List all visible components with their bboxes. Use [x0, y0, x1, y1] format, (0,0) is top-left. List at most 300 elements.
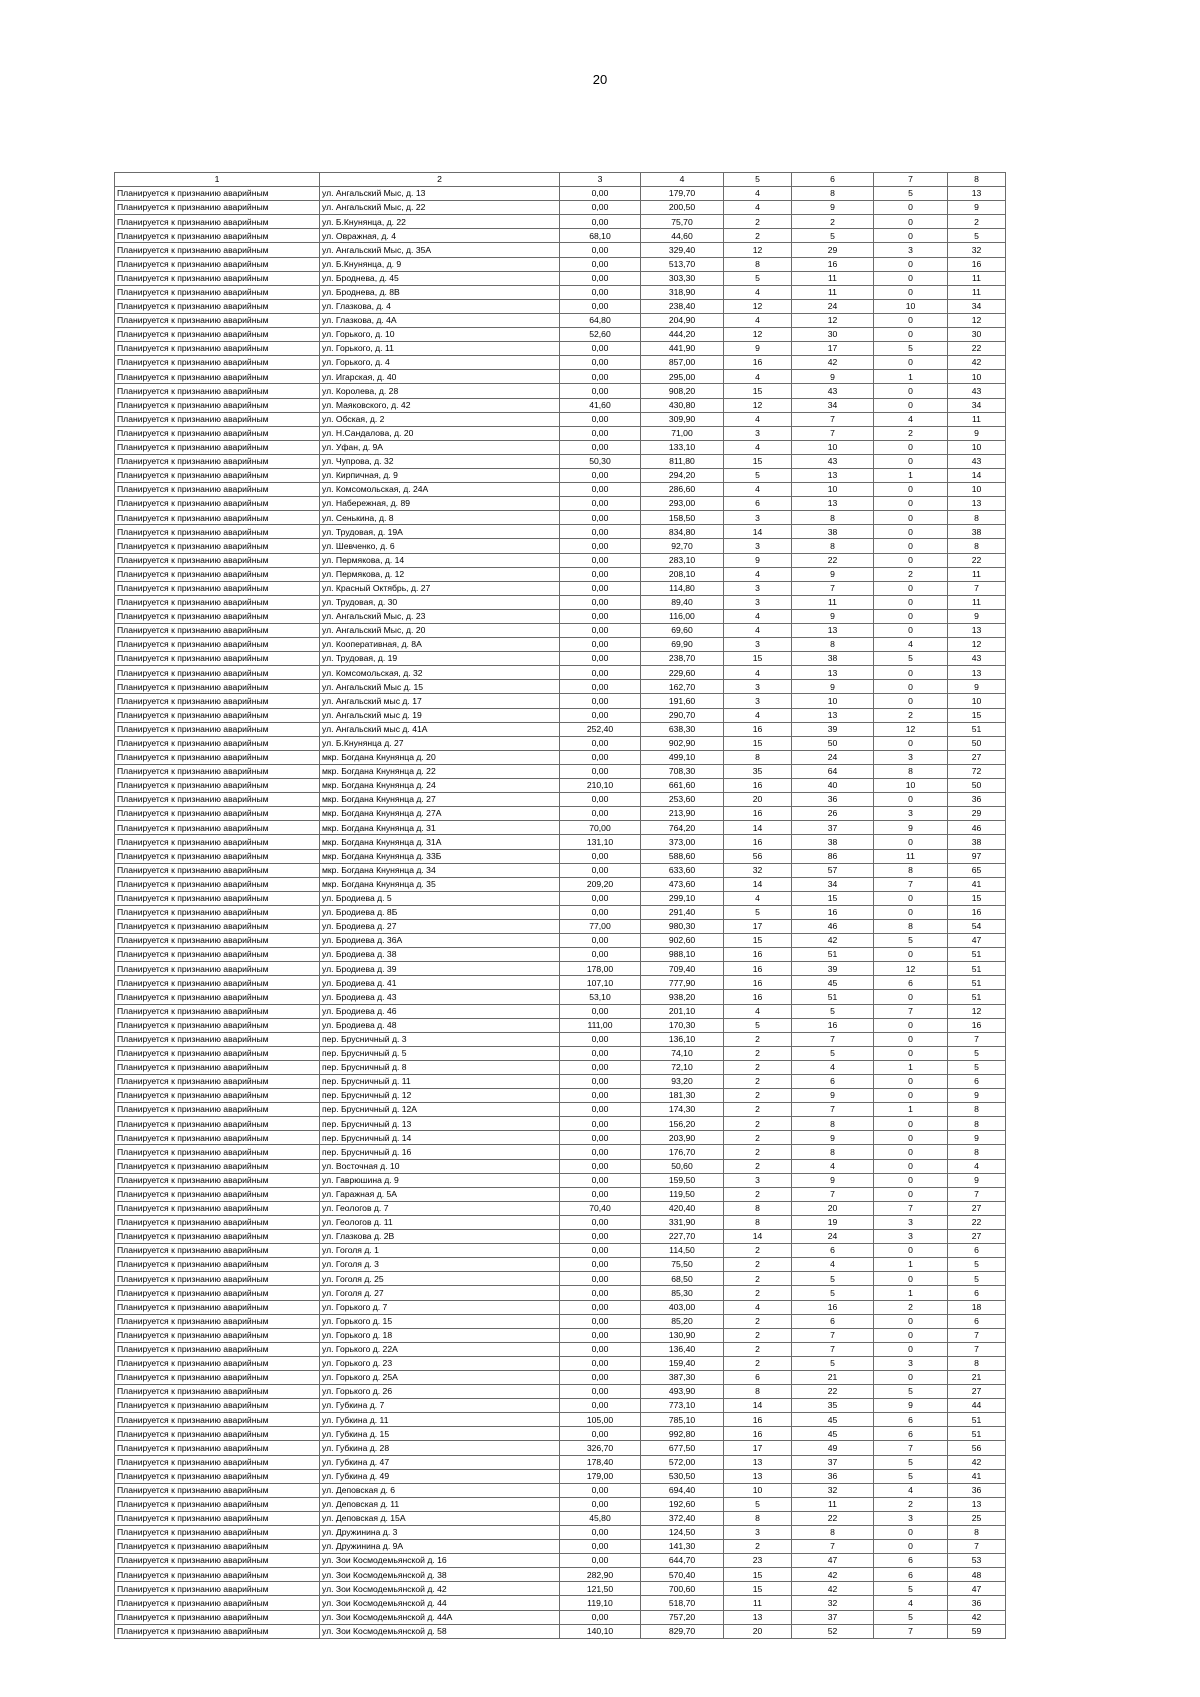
area-cell: 178,00 [560, 962, 641, 976]
status-cell: Планируется к признанию аварийным [115, 595, 320, 609]
apartments-cell: 16 [724, 976, 792, 990]
residents-cell: 30 [792, 328, 874, 342]
total-cell: 7 [948, 1342, 1006, 1356]
table-row [115, 1230, 1006, 1244]
address-cell: мкр. Богдана Кнунянца д. 33Б [320, 849, 560, 863]
total-cell: 65 [948, 863, 1006, 877]
total-cell: 8 [948, 1117, 1006, 1131]
total-cell: 51 [948, 722, 1006, 736]
table-row [115, 934, 1006, 948]
area-cell: 119,10 [560, 1596, 641, 1610]
apartments-cell: 8 [724, 257, 792, 271]
area-cell: 0,00 [560, 299, 641, 313]
area-cell: 0,00 [560, 468, 641, 482]
total-area-cell: 159,40 [641, 1356, 724, 1370]
total-cell: 16 [948, 1018, 1006, 1032]
apartments-cell: 4 [724, 370, 792, 384]
address-cell: ул. Деповская д. 15А [320, 1511, 560, 1525]
total-cell: 43 [948, 384, 1006, 398]
total-cell: 42 [948, 356, 1006, 370]
column-header: 4 [641, 173, 724, 187]
area-cell: 210,10 [560, 779, 641, 793]
total-area-cell: 372,40 [641, 1511, 724, 1525]
extra-cell: 5 [874, 652, 948, 666]
total-cell: 56 [948, 1441, 1006, 1455]
apartments-cell: 9 [724, 553, 792, 567]
extra-cell: 3 [874, 1356, 948, 1370]
total-area-cell: 777,90 [641, 976, 724, 990]
area-cell: 0,00 [560, 187, 641, 201]
address-cell: ул. Зои Космодемьянской д. 42 [320, 1582, 560, 1596]
total-area-cell: 85,30 [641, 1286, 724, 1300]
total-cell: 16 [948, 905, 1006, 919]
total-area-cell: 119,50 [641, 1187, 724, 1201]
apartments-cell: 3 [724, 511, 792, 525]
area-cell: 0,00 [560, 356, 641, 370]
status-cell: Планируется к признанию аварийным [115, 1258, 320, 1272]
table-row [115, 1018, 1006, 1032]
address-cell: ул. Горького д. 18 [320, 1328, 560, 1342]
total-area-cell: 238,40 [641, 299, 724, 313]
residents-cell: 10 [792, 483, 874, 497]
extra-cell: 0 [874, 891, 948, 905]
total-area-cell: 181,30 [641, 1089, 724, 1103]
total-area-cell: 174,30 [641, 1103, 724, 1117]
address-cell: пер. Брусничный д. 12А [320, 1103, 560, 1117]
extra-cell: 1 [874, 1103, 948, 1117]
total-area-cell: 74,10 [641, 1046, 724, 1060]
address-cell: ул. Деповская д. 6 [320, 1483, 560, 1497]
total-cell: 10 [948, 483, 1006, 497]
residents-cell: 45 [792, 1413, 874, 1427]
extra-cell: 0 [874, 1032, 948, 1046]
status-cell: Планируется к признанию аварийным [115, 1159, 320, 1173]
residents-cell: 42 [792, 1582, 874, 1596]
apartments-cell: 3 [724, 680, 792, 694]
total-area-cell: 309,90 [641, 412, 724, 426]
status-cell: Планируется к признанию аварийным [115, 384, 320, 398]
apartments-cell: 15 [724, 1568, 792, 1582]
total-cell: 27 [948, 1385, 1006, 1399]
area-cell: 121,50 [560, 1582, 641, 1596]
total-cell: 21 [948, 1370, 1006, 1384]
table-row [115, 313, 1006, 327]
apartments-cell: 16 [724, 807, 792, 821]
residents-cell: 8 [792, 1526, 874, 1540]
apartments-cell: 3 [724, 581, 792, 595]
table-row [115, 736, 1006, 750]
address-cell: ул. Набережная, д. 89 [320, 497, 560, 511]
column-header: 8 [948, 173, 1006, 187]
column-header: 2 [320, 173, 560, 187]
status-cell: Планируется к признанию аварийным [115, 764, 320, 778]
residents-cell: 6 [792, 1244, 874, 1258]
address-cell: ул. Пермякова, д. 12 [320, 567, 560, 581]
total-cell: 43 [948, 652, 1006, 666]
address-cell: ул. Ангальский Мыс, д. 35А [320, 243, 560, 257]
area-cell: 0,00 [560, 412, 641, 426]
table-row [115, 483, 1006, 497]
table-row [115, 412, 1006, 426]
residents-cell: 10 [792, 440, 874, 454]
table-row [115, 722, 1006, 736]
area-cell: 209,20 [560, 877, 641, 891]
table-row [115, 229, 1006, 243]
table-row [115, 1215, 1006, 1229]
address-cell: ул. Гоголя д. 27 [320, 1286, 560, 1300]
address-cell: ул. Горького д. 25А [320, 1370, 560, 1384]
area-cell: 0,00 [560, 1089, 641, 1103]
extra-cell: 10 [874, 779, 948, 793]
area-cell: 282,90 [560, 1568, 641, 1582]
extra-cell: 0 [874, 793, 948, 807]
total-cell: 11 [948, 285, 1006, 299]
apartments-cell: 35 [724, 764, 792, 778]
status-cell: Планируется к признанию аварийным [115, 511, 320, 525]
extra-cell: 0 [874, 1089, 948, 1103]
total-cell: 6 [948, 1286, 1006, 1300]
table-row [115, 581, 1006, 595]
extra-cell: 5 [874, 342, 948, 356]
status-cell: Планируется к признанию аварийным [115, 638, 320, 652]
residents-cell: 9 [792, 1089, 874, 1103]
status-cell: Планируется к признанию аварийным [115, 539, 320, 553]
address-cell: мкр. Богдана Кнунянца д. 31А [320, 835, 560, 849]
extra-cell: 0 [874, 905, 948, 919]
address-cell: ул. Обская, д. 2 [320, 412, 560, 426]
address-cell: ул. Ангальский мыс д. 17 [320, 694, 560, 708]
address-cell: ул. Б.Кнунянца д. 27 [320, 736, 560, 750]
status-cell: Планируется к признанию аварийным [115, 948, 320, 962]
area-cell: 0,00 [560, 243, 641, 257]
extra-cell: 8 [874, 764, 948, 778]
total-cell: 6 [948, 1075, 1006, 1089]
address-cell: мкр. Богдана Кнунянца д. 24 [320, 779, 560, 793]
residents-cell: 29 [792, 243, 874, 257]
status-cell: Планируется к признанию аварийным [115, 863, 320, 877]
area-cell: 0,00 [560, 863, 641, 877]
residents-cell: 17 [792, 342, 874, 356]
status-cell: Планируется к признанию аварийным [115, 722, 320, 736]
status-cell: Планируется к признанию аварийным [115, 440, 320, 454]
total-cell: 22 [948, 553, 1006, 567]
status-cell: Планируется к признанию аварийным [115, 1455, 320, 1469]
emergency-housing-table [114, 172, 1006, 1639]
address-cell: ул. Ангальский мыс д. 41А [320, 722, 560, 736]
area-cell: 0,00 [560, 567, 641, 581]
apartments-cell: 11 [724, 1596, 792, 1610]
residents-cell: 34 [792, 398, 874, 412]
extra-cell: 12 [874, 962, 948, 976]
table-row [115, 1286, 1006, 1300]
table-row [115, 1370, 1006, 1384]
total-area-cell: 829,70 [641, 1624, 724, 1638]
status-cell: Планируется к признанию аварийным [115, 299, 320, 313]
total-cell: 30 [948, 328, 1006, 342]
area-cell: 107,10 [560, 976, 641, 990]
area-cell: 0,00 [560, 1370, 641, 1384]
address-cell: ул. Сенькина, д. 8 [320, 511, 560, 525]
table-row [115, 1413, 1006, 1427]
total-area-cell: 201,10 [641, 1004, 724, 1018]
address-cell: ул. Горького д. 26 [320, 1385, 560, 1399]
table-row [115, 1540, 1006, 1554]
status-cell: Планируется к признанию аварийным [115, 1060, 320, 1074]
address-cell: ул. Зои Космодемьянской д. 44 [320, 1596, 560, 1610]
residents-cell: 9 [792, 609, 874, 623]
total-cell: 15 [948, 708, 1006, 722]
address-cell: пер. Брусничный д. 3 [320, 1032, 560, 1046]
total-cell: 38 [948, 835, 1006, 849]
address-cell: ул. Восточная д. 10 [320, 1159, 560, 1173]
extra-cell: 3 [874, 807, 948, 821]
residents-cell: 16 [792, 1018, 874, 1032]
apartments-cell: 3 [724, 1173, 792, 1187]
residents-cell: 5 [792, 1356, 874, 1370]
address-cell: ул. Броднева, д. 8В [320, 285, 560, 299]
extra-cell: 0 [874, 285, 948, 299]
extra-cell: 4 [874, 412, 948, 426]
residents-cell: 12 [792, 313, 874, 327]
area-cell: 0,00 [560, 1230, 641, 1244]
total-area-cell: 318,90 [641, 285, 724, 299]
extra-cell: 2 [874, 1300, 948, 1314]
table-row [115, 1624, 1006, 1638]
total-cell: 50 [948, 736, 1006, 750]
total-area-cell: 286,60 [641, 483, 724, 497]
address-cell: ул. Губкина д. 28 [320, 1441, 560, 1455]
extra-cell: 0 [874, 1342, 948, 1356]
apartments-cell: 4 [724, 666, 792, 680]
table-row [115, 271, 1006, 285]
apartments-cell: 3 [724, 539, 792, 553]
address-cell: ул. Ангальский Мыс, д. 22 [320, 201, 560, 215]
residents-cell: 35 [792, 1399, 874, 1413]
area-cell: 0,00 [560, 370, 641, 384]
extra-cell: 0 [874, 525, 948, 539]
address-cell: ул. Горького д. 15 [320, 1314, 560, 1328]
apartments-cell: 2 [724, 1060, 792, 1074]
residents-cell: 43 [792, 384, 874, 398]
total-area-cell: 158,50 [641, 511, 724, 525]
table-row [115, 835, 1006, 849]
table-row [115, 1060, 1006, 1074]
extra-cell: 0 [874, 1187, 948, 1201]
apartments-cell: 4 [724, 313, 792, 327]
extra-cell: 4 [874, 1483, 948, 1497]
status-cell: Планируется к признанию аварийным [115, 877, 320, 891]
residents-cell: 51 [792, 948, 874, 962]
extra-cell: 7 [874, 1624, 948, 1638]
total-area-cell: 68,50 [641, 1272, 724, 1286]
area-cell: 0,00 [560, 201, 641, 215]
address-cell: ул. Деповская д. 11 [320, 1497, 560, 1511]
area-cell: 0,00 [560, 905, 641, 919]
residents-cell: 42 [792, 356, 874, 370]
total-area-cell: 299,10 [641, 891, 724, 905]
status-cell: Планируется к признанию аварийным [115, 1018, 320, 1032]
table-row [115, 1103, 1006, 1117]
residents-cell: 52 [792, 1624, 874, 1638]
apartments-cell: 2 [724, 1187, 792, 1201]
extra-cell: 0 [874, 1145, 948, 1159]
area-cell: 70,00 [560, 821, 641, 835]
address-cell: пер. Брусничный д. 5 [320, 1046, 560, 1060]
extra-cell: 3 [874, 1230, 948, 1244]
area-cell: 0,00 [560, 1032, 641, 1046]
total-area-cell: 93,20 [641, 1075, 724, 1089]
status-cell: Планируется к признанию аварийным [115, 243, 320, 257]
total-cell: 11 [948, 271, 1006, 285]
table-row [115, 1258, 1006, 1272]
table-row [115, 652, 1006, 666]
apartments-cell: 14 [724, 1399, 792, 1413]
total-area-cell: 834,80 [641, 525, 724, 539]
column-header: 3 [560, 173, 641, 187]
total-cell: 10 [948, 370, 1006, 384]
area-cell: 0,00 [560, 1385, 641, 1399]
table-row [115, 595, 1006, 609]
area-cell: 252,40 [560, 722, 641, 736]
address-cell: ул. Глазкова д. 2В [320, 1230, 560, 1244]
table-row [115, 342, 1006, 356]
column-number-row [115, 173, 1006, 187]
extra-cell: 5 [874, 1610, 948, 1624]
extra-cell: 1 [874, 1258, 948, 1272]
total-cell: 9 [948, 1173, 1006, 1187]
table-row [115, 694, 1006, 708]
total-cell: 51 [948, 948, 1006, 962]
status-cell: Планируется к признанию аварийным [115, 1582, 320, 1596]
area-cell: 0,00 [560, 1328, 641, 1342]
status-cell: Планируется к признанию аварийным [115, 567, 320, 581]
status-cell: Планируется к признанию аварийным [115, 553, 320, 567]
total-cell: 9 [948, 1089, 1006, 1103]
total-cell: 5 [948, 1046, 1006, 1060]
apartments-cell: 4 [724, 412, 792, 426]
table-row [115, 919, 1006, 933]
area-cell: 0,00 [560, 497, 641, 511]
total-area-cell: 441,90 [641, 342, 724, 356]
apartments-cell: 2 [724, 1089, 792, 1103]
address-cell: ул. Зои Космодемьянской д. 16 [320, 1554, 560, 1568]
total-area-cell: 303,30 [641, 271, 724, 285]
extra-cell: 0 [874, 201, 948, 215]
total-cell: 42 [948, 1610, 1006, 1624]
total-cell: 14 [948, 468, 1006, 482]
total-area-cell: 159,50 [641, 1173, 724, 1187]
area-cell: 53,10 [560, 990, 641, 1004]
total-area-cell: 677,50 [641, 1441, 724, 1455]
total-area-cell: 493,90 [641, 1385, 724, 1399]
apartments-cell: 4 [724, 1004, 792, 1018]
extra-cell: 5 [874, 1469, 948, 1483]
status-cell: Планируется к признанию аварийным [115, 750, 320, 764]
area-cell: 0,00 [560, 624, 641, 638]
residents-cell: 5 [792, 1004, 874, 1018]
extra-cell: 2 [874, 708, 948, 722]
apartments-cell: 4 [724, 708, 792, 722]
residents-cell: 37 [792, 821, 874, 835]
total-cell: 22 [948, 1215, 1006, 1229]
area-cell: 0,00 [560, 1117, 641, 1131]
table-row [115, 1272, 1006, 1286]
table-row [115, 793, 1006, 807]
table-row [115, 779, 1006, 793]
table-row [115, 1145, 1006, 1159]
total-cell: 7 [948, 1540, 1006, 1554]
total-cell: 8 [948, 1356, 1006, 1370]
area-cell: 0,00 [560, 652, 641, 666]
extra-cell: 0 [874, 1540, 948, 1554]
area-cell: 0,00 [560, 1046, 641, 1060]
residents-cell: 37 [792, 1610, 874, 1624]
total-area-cell: 253,60 [641, 793, 724, 807]
status-cell: Планируется к признанию аварийным [115, 793, 320, 807]
residents-cell: 39 [792, 722, 874, 736]
total-area-cell: 50,60 [641, 1159, 724, 1173]
status-cell: Планируется к признанию аварийным [115, 525, 320, 539]
residents-cell: 5 [792, 1046, 874, 1060]
area-cell: 0,00 [560, 483, 641, 497]
address-cell: пер. Брусничный д. 11 [320, 1075, 560, 1089]
total-cell: 50 [948, 779, 1006, 793]
total-area-cell: 204,90 [641, 313, 724, 327]
total-area-cell: 638,30 [641, 722, 724, 736]
extra-cell: 0 [874, 440, 948, 454]
apartments-cell: 13 [724, 1455, 792, 1469]
total-cell: 12 [948, 638, 1006, 652]
total-cell: 5 [948, 229, 1006, 243]
extra-cell: 0 [874, 229, 948, 243]
apartments-cell: 2 [724, 1103, 792, 1117]
area-cell: 0,00 [560, 948, 641, 962]
address-cell: ул. Горького д. 22А [320, 1342, 560, 1356]
address-cell: ул. Гоголя д. 1 [320, 1244, 560, 1258]
total-cell: 9 [948, 609, 1006, 623]
status-cell: Планируется к признанию аварийным [115, 1286, 320, 1300]
total-cell: 11 [948, 567, 1006, 581]
table-row [115, 1342, 1006, 1356]
extra-cell: 0 [874, 483, 948, 497]
extra-cell: 7 [874, 1004, 948, 1018]
column-header: 6 [792, 173, 874, 187]
residents-cell: 9 [792, 680, 874, 694]
area-cell: 68,10 [560, 229, 641, 243]
total-area-cell: 200,50 [641, 201, 724, 215]
status-cell: Планируется к признанию аварийным [115, 1511, 320, 1525]
apartments-cell: 8 [724, 750, 792, 764]
total-cell: 51 [948, 1413, 1006, 1427]
area-cell: 77,00 [560, 919, 641, 933]
table-row [115, 1441, 1006, 1455]
table-row [115, 370, 1006, 384]
extra-cell: 1 [874, 1060, 948, 1074]
extra-cell: 7 [874, 1441, 948, 1455]
area-cell: 0,00 [560, 215, 641, 229]
status-cell: Планируется к признанию аварийным [115, 1399, 320, 1413]
total-cell: 15 [948, 891, 1006, 905]
address-cell: ул. Геологов д. 7 [320, 1201, 560, 1215]
total-cell: 42 [948, 1455, 1006, 1469]
total-area-cell: 387,30 [641, 1370, 724, 1384]
area-cell: 0,00 [560, 708, 641, 722]
address-cell: ул. Трудовая, д. 19 [320, 652, 560, 666]
address-cell: пер. Брусничный д. 16 [320, 1145, 560, 1159]
total-area-cell: 283,10 [641, 553, 724, 567]
table-row [115, 1046, 1006, 1060]
table-row [115, 1004, 1006, 1018]
